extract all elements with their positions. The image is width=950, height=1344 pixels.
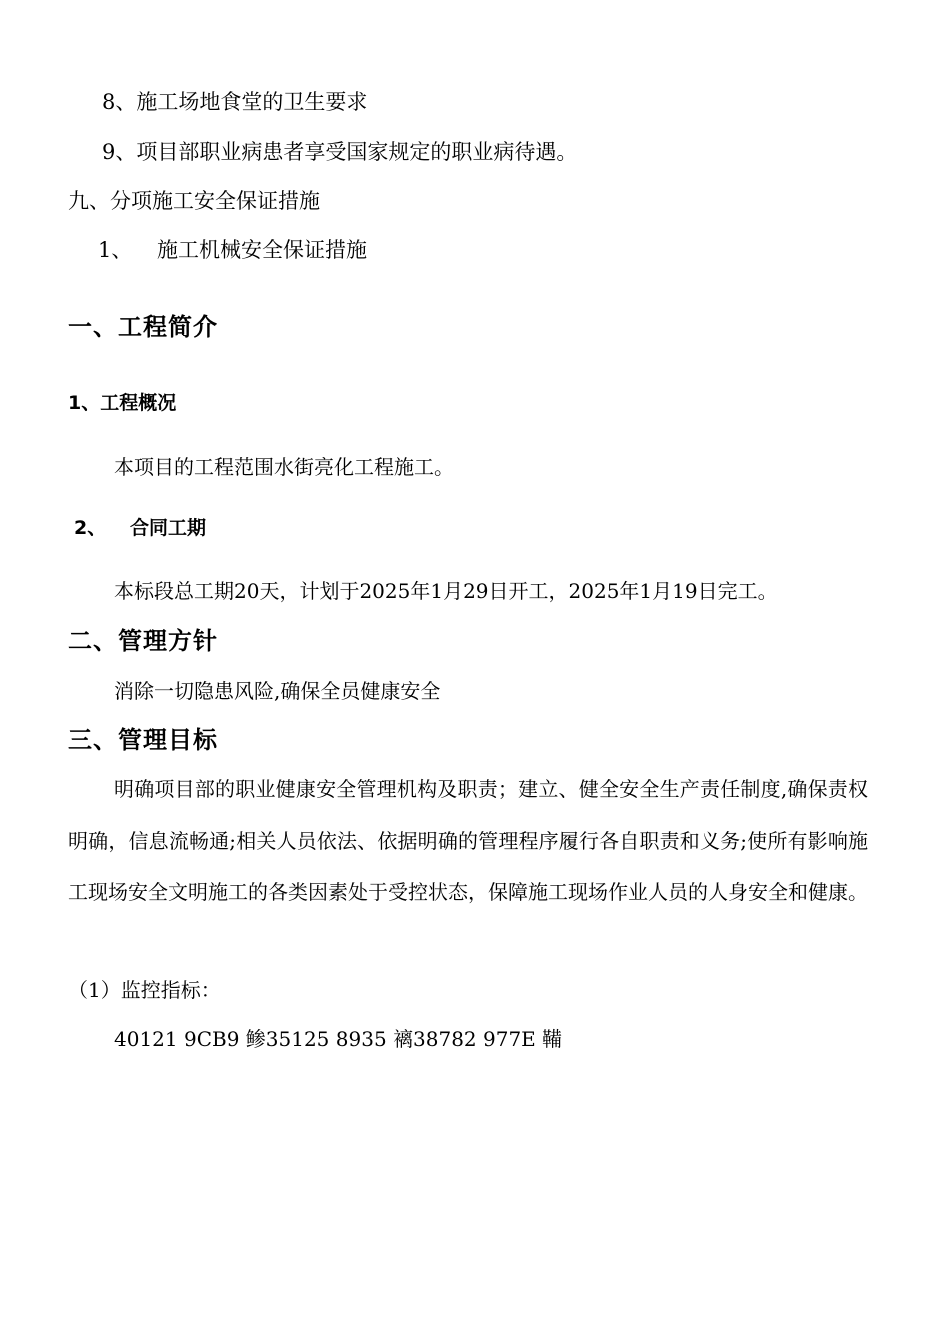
monitor-codes: 40121 9CB9 鲹35125 8935 褵38782 977E 鞴 bbox=[114, 1027, 563, 1051]
section-1-heading: 一、工程简介 bbox=[68, 313, 218, 341]
section-3-heading: 三、管理目标 bbox=[68, 726, 218, 754]
toc-section-9: 九、分项施工安全保证措施 bbox=[68, 189, 320, 213]
section-1-sub-2-heading: 合同工期 bbox=[130, 517, 207, 539]
section-1-sub-2-number: 2、 bbox=[74, 517, 107, 539]
section-2-body: 消除一切隐患风险,确保全员健康安全 bbox=[114, 679, 441, 703]
section-1-sub-1-body: 本项目的工程范围水街亮化工程施工。 bbox=[114, 455, 454, 479]
section-2-heading: 二、管理方针 bbox=[68, 627, 218, 655]
section-1-sub-1-heading: 1、工程概况 bbox=[68, 392, 177, 414]
monitor-label: （1）监控指标： bbox=[68, 978, 221, 1002]
section-1-sub-2-body: 本标段总工期20天，计划于2025年1月29日开工，2025年1月19日完工。 bbox=[114, 579, 778, 603]
toc-item-8: 8、施工场地食堂的卫生要求 bbox=[102, 90, 368, 114]
toc-sub-1-text: 施工机械安全保证措施 bbox=[157, 238, 367, 262]
section-3-body: 明确项目部的职业健康安全管理机构及职责；建立、健全安全生产责任制度,确保责权明确，信息流畅通;相关人员依法、依据明确的管理程序履行各自职责和义务;使所有影响施工现场安全文明施工的各类因素处于受控状态，保障施工现场作业人员的人身安全和健康。 bbox=[68, 777, 868, 904]
toc-item-9: 9、项目部职业病患者享受国家规定的职业病待遇。 bbox=[102, 140, 578, 164]
toc-sub-1-number: 1、 bbox=[98, 238, 133, 262]
